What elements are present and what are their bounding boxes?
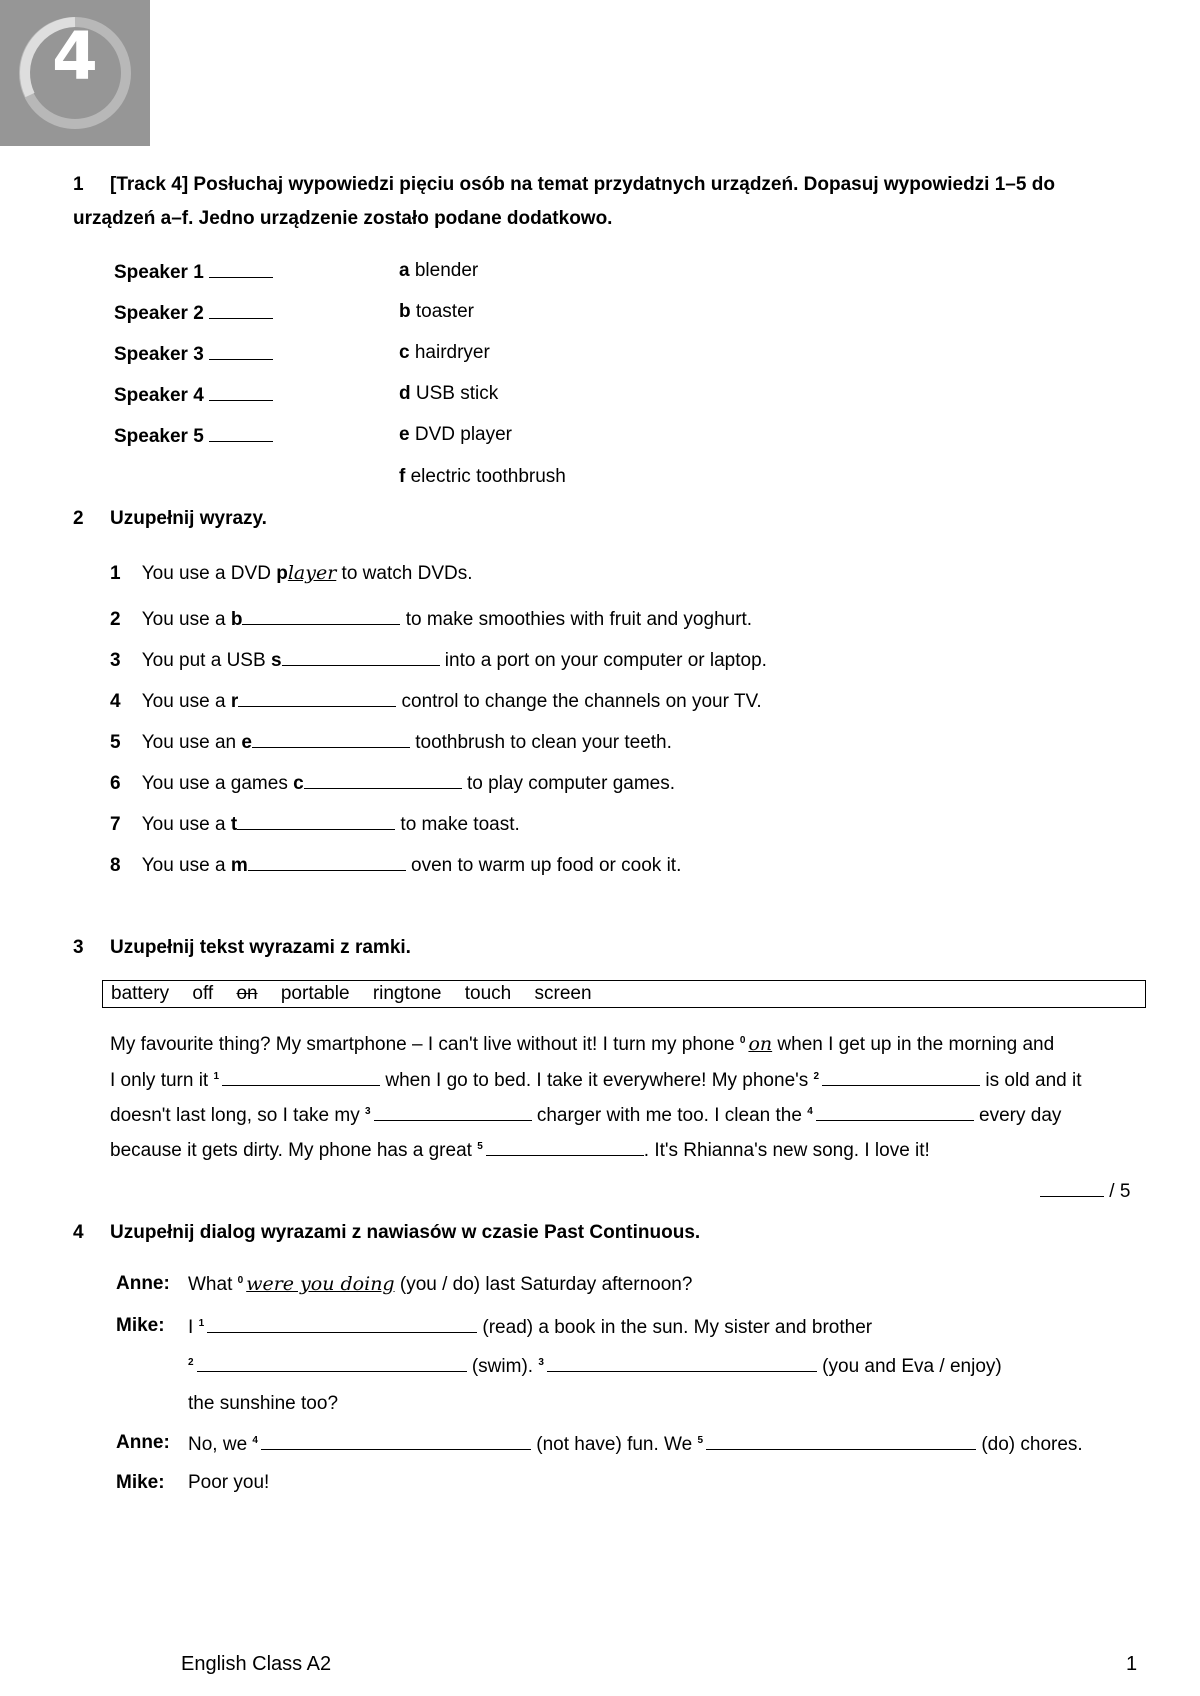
ex4-instruction: Uzupełnij dialog wyrazami z nawiasów w czasie Past Continuous. bbox=[110, 1222, 701, 1243]
answer-blank[interactable] bbox=[197, 1354, 467, 1372]
option-item: d USB stick bbox=[399, 383, 499, 404]
option-item: c hairdryer bbox=[399, 342, 490, 363]
answer-blank[interactable] bbox=[209, 383, 273, 401]
answer-blank[interactable] bbox=[222, 1068, 380, 1086]
answer-blank[interactable] bbox=[822, 1068, 980, 1086]
answer-blank[interactable] bbox=[304, 771, 462, 789]
footer-title: English Class A2 bbox=[181, 1653, 332, 1675]
ex1-number: 1 bbox=[73, 174, 84, 195]
speaker-label: Mike: bbox=[116, 1472, 165, 1493]
list-item: 5 You use an e toothbrush to clean your teeth. bbox=[110, 732, 672, 753]
list-item: 8 You use a m oven to warm up food or cook it. bbox=[110, 855, 682, 876]
text-line: because it gets dirty. My phone has a great $^5$ . It's Rhianna's new song. I love it! bbox=[110, 1140, 930, 1161]
speaker-label: Anne: bbox=[116, 1432, 170, 1453]
option-item: f electric toothbrush bbox=[399, 466, 566, 487]
ex1-instruction-line2: urządzeń a–f. Jedno urządzenie zostało podane dodatkowo. bbox=[73, 208, 613, 229]
ex2-instruction: Uzupełnij wyrazy. bbox=[110, 508, 267, 529]
unit-number: 4 bbox=[52, 18, 98, 95]
ex1-instruction-line1: [Track 4] Posłuchaj wypowiedzi pięciu osób na temat przydatnych urządzeń. Dopasuj wypowiedzi 1–5 do bbox=[110, 174, 1055, 195]
text-line: My favourite thing? My smartphone – I can't live without it! I turn my phone $^0$ on when I get up in the morning and bbox=[110, 1033, 1055, 1055]
ex3-instruction: Uzupełnij tekst wyrazami z ramki. bbox=[110, 937, 411, 958]
word-box-item: off bbox=[192, 983, 214, 1004]
unit-badge bbox=[0, 0, 150, 146]
example-answer: layer bbox=[287, 562, 337, 584]
answer-blank[interactable] bbox=[209, 342, 273, 360]
word-box bbox=[102, 980, 1146, 1008]
option-item: a blender bbox=[399, 260, 479, 281]
answer-blank[interactable] bbox=[248, 853, 406, 871]
option-item: e DVD player bbox=[399, 424, 513, 445]
word-box-item: portable bbox=[280, 983, 350, 1004]
answer-blank[interactable] bbox=[374, 1103, 532, 1121]
ex3-number: 3 bbox=[73, 937, 84, 958]
score-blank[interactable] bbox=[1040, 1179, 1104, 1197]
speaker-row: Speaker 1 bbox=[114, 260, 273, 284]
answer-blank[interactable] bbox=[238, 689, 396, 707]
word-box-item: ringtone bbox=[372, 983, 442, 1004]
ex4-number: 4 bbox=[73, 1222, 84, 1243]
example-answer: were you doing bbox=[246, 1273, 395, 1295]
answer-blank[interactable] bbox=[261, 1432, 531, 1450]
list-item: 1 You use a DVD player to watch DVDs. bbox=[110, 562, 473, 584]
dialog-line: the sunshine too? bbox=[188, 1393, 339, 1414]
answer-blank[interactable] bbox=[547, 1354, 817, 1372]
dialog-line: I $^1$ (read) a book in the sun. My sister and brother bbox=[188, 1317, 873, 1338]
answer-blank[interactable] bbox=[706, 1432, 976, 1450]
speaker-row: Speaker 3 bbox=[114, 342, 273, 366]
list-item: 3 You put a USB s into a port on your computer or laptop. bbox=[110, 650, 767, 671]
dialog-line: What $^0$ were you doing (you / do) last Saturday afternoon? bbox=[188, 1273, 693, 1295]
speaker-row: Speaker 5 bbox=[114, 424, 273, 448]
dialog-line: No, we $^4$ (not have) fun. We $^5$ (do) chores. bbox=[188, 1434, 1083, 1455]
answer-blank[interactable] bbox=[209, 260, 273, 278]
answer-blank[interactable] bbox=[282, 648, 440, 666]
word-box-item: battery bbox=[111, 983, 170, 1004]
ex3-score: / 5 bbox=[1040, 1179, 1130, 1203]
dialog-line: Poor you! bbox=[188, 1472, 270, 1493]
answer-blank[interactable] bbox=[816, 1103, 974, 1121]
page-number: 1 bbox=[1126, 1653, 1138, 1675]
list-item: 2 You use a b to make smoothies with fruit and yoghurt. bbox=[110, 609, 753, 630]
example-answer: on bbox=[748, 1033, 773, 1055]
speaker-label: Mike: bbox=[116, 1315, 165, 1336]
text-line: doesn't last long, so I take my $^3$ charger with me too. I clean the $^4$ every day bbox=[110, 1105, 1062, 1126]
speaker-row: Speaker 2 bbox=[114, 301, 273, 325]
answer-blank[interactable] bbox=[252, 730, 410, 748]
dialog-line: $^2$ (swim). $^3$ (you and Eva / enjoy) bbox=[188, 1356, 1002, 1377]
word-box-item: touch bbox=[464, 983, 512, 1004]
answer-blank[interactable] bbox=[209, 424, 273, 442]
speaker-row: Speaker 4 bbox=[114, 383, 273, 407]
answer-blank[interactable] bbox=[209, 301, 273, 319]
answer-blank[interactable] bbox=[207, 1315, 477, 1333]
speaker-label: Anne: bbox=[116, 1273, 170, 1294]
text-line: I only turn it $^1$ when I go to bed. I take it everywhere! My phone's $^2$ is old and it bbox=[110, 1070, 1082, 1091]
answer-blank[interactable] bbox=[237, 812, 395, 830]
answer-blank[interactable] bbox=[486, 1138, 644, 1156]
word-box-item-used: on bbox=[236, 983, 258, 1004]
list-item: 7 You use a t to make toast. bbox=[110, 814, 520, 835]
word-box-item: screen bbox=[534, 983, 592, 1004]
ex2-number: 2 bbox=[73, 508, 84, 529]
option-item: b toaster bbox=[399, 301, 474, 322]
answer-blank[interactable] bbox=[242, 607, 400, 625]
list-item: 4 You use a r control to change the channels on your TV. bbox=[110, 691, 762, 712]
list-item: 6 You use a games c to play computer games. bbox=[110, 773, 676, 794]
